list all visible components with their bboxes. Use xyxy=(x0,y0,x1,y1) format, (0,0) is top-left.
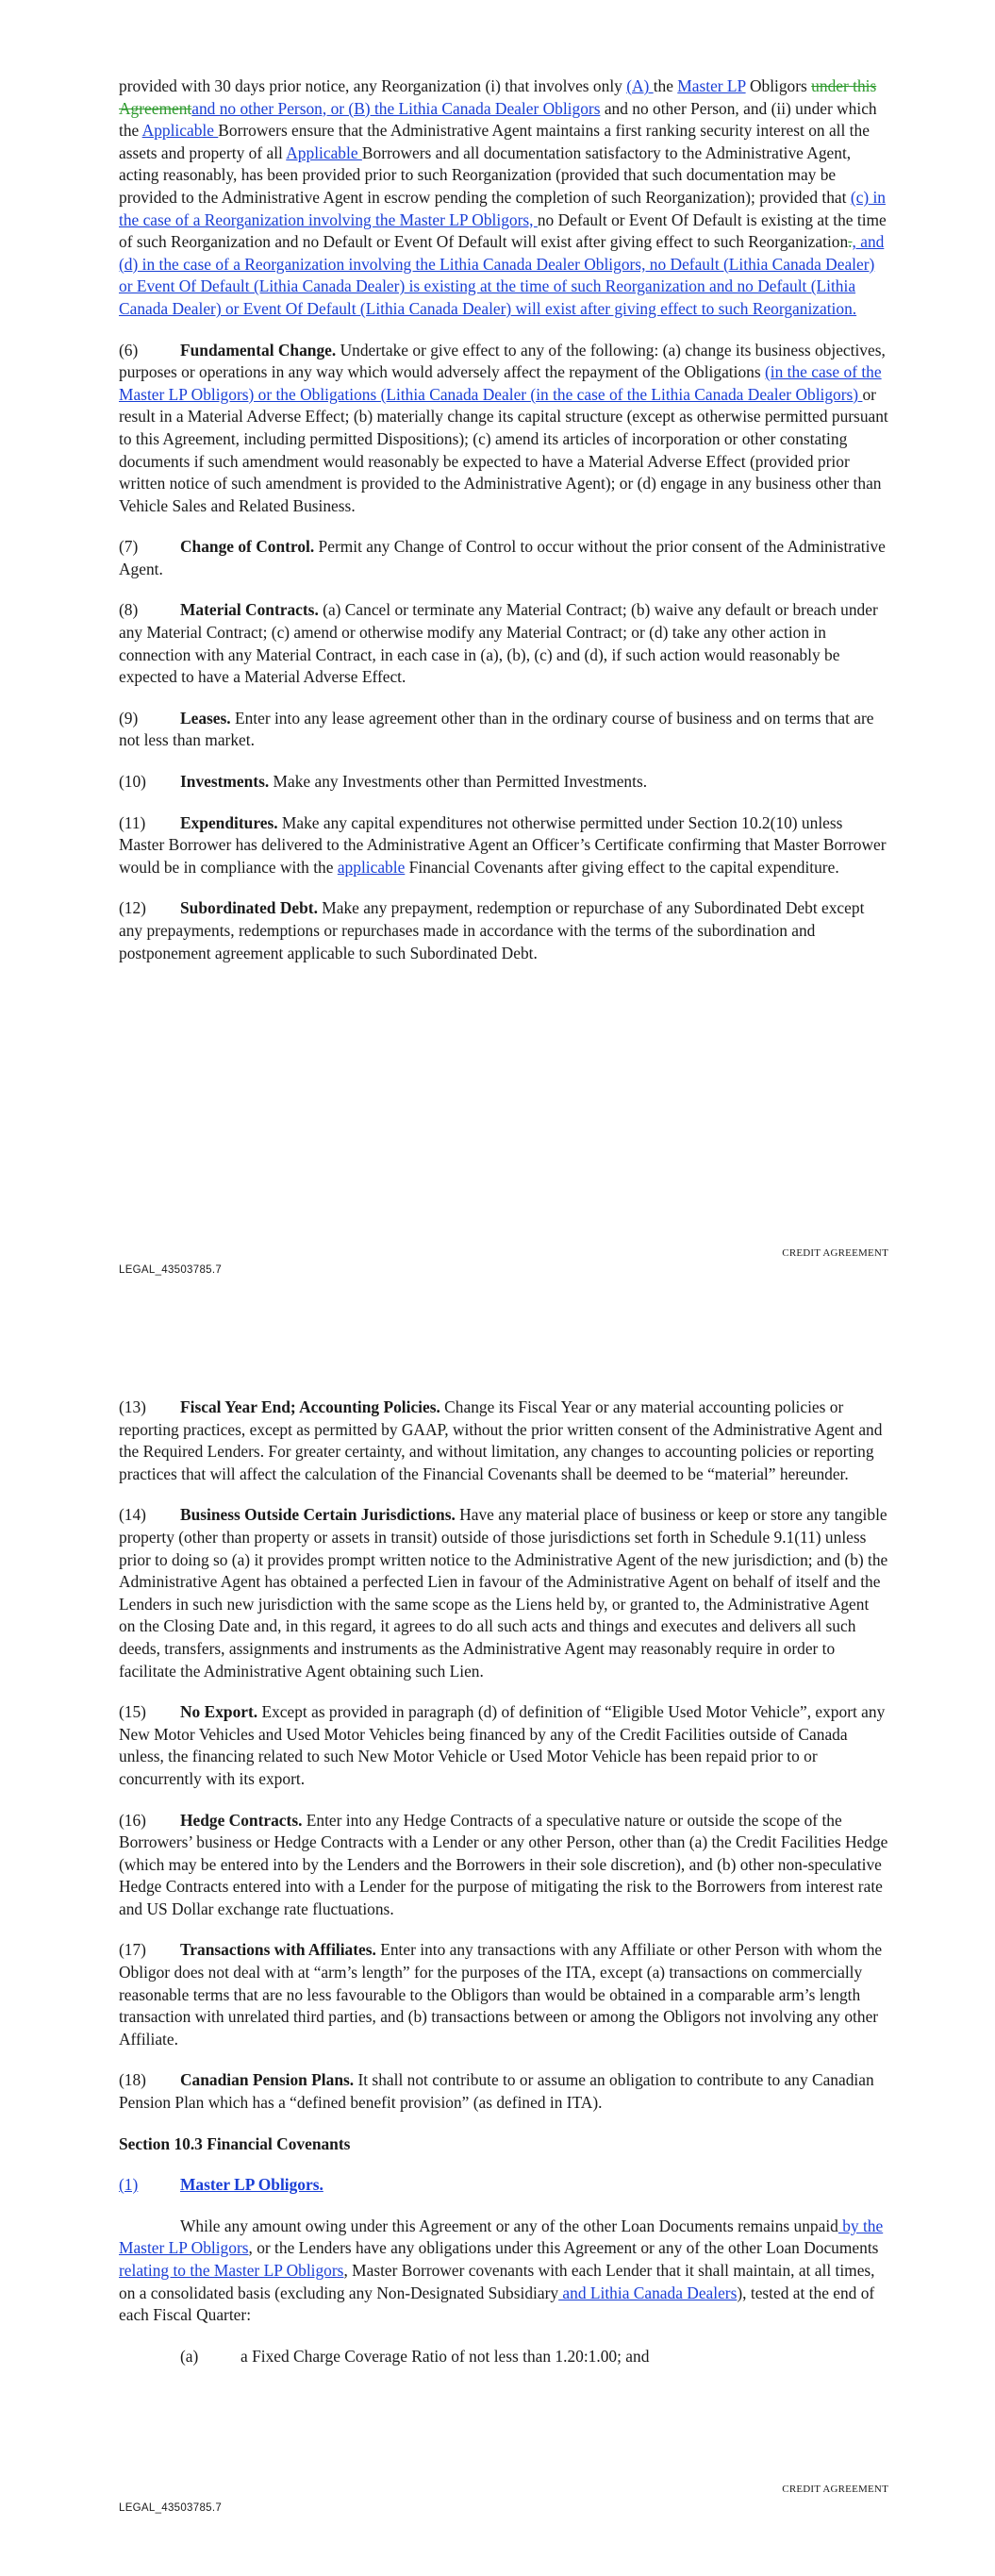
covenant-paragraph xyxy=(119,2216,888,2327)
clause-title: Material Contracts. xyxy=(180,600,319,620)
clause-number: (14) xyxy=(119,1505,146,1525)
text-run: Have any material place of business or keep or store any tangible property (other than property or assets in transit) outside of those jurisdictions set forth in Schedule 9.1(11) unless prior to doing so (a) it provides prompt written notice to the Administrative Agent of the new jurisdiction; and (b) the Administrative Agent has obtained a perfected Lien in favour of the Administrative Agent on behalf of itself and the Lenders in such new jurisdiction with the same scope as the Liens held by, or granted to, the Administrative Agent on the Closing Date and, in this regard, it agrees to do all such acts and things and executes and delivers all such deeds, transfers, assignments and instruments as the Administrative Agent may reasonably require in order to facilitate the Administrative Agent obtaining such Lien. xyxy=(119,1505,888,1681)
text-run: Enter into any transactions with any Affiliate or other Person with whom the Obligor does not deal with at “arm’s length” for the purposes of the ITA, except (a) transactions on commercially reasonable terms that are no less favourable to the Obligors than would be obtained in a comparable arm’s length transaction with unrelated third parties, and (b) transactions between or among the Obligors not involving any other Affiliate. xyxy=(119,1940,883,2049)
subsection-master-lp-obligors xyxy=(119,2174,888,2197)
clause-number: (11) xyxy=(119,812,146,832)
text-run: no Default or Event Of Default is existing at the time of such Reorganization and no Default or Event Of Default will exist after giving effect to such Reorganization xyxy=(119,209,887,252)
inserted-text: Applicable xyxy=(141,121,219,141)
inserted-text: Applicable xyxy=(286,142,362,162)
section-heading: Section 10.3 Financial Covenants xyxy=(119,2133,351,2153)
clause-number: (12) xyxy=(119,898,146,918)
clause-number: (13) xyxy=(119,1397,146,1416)
text-run: , Master Borrower covenants with each Lender that it shall maintain, at all times, on a consolidated basis (excluding any Non-Designated Subsidiary xyxy=(119,2261,875,2302)
clause-no-export xyxy=(119,1701,888,1790)
inserted-text: , and (d) in the case of a Reorganization involving the Lithia Canada Dealer Obligors, no Default (Lithia Canada Dealer) or Event Of Default (Lithia Canada Dealer) is existing at the time of such Reorganization and no Default (Lithia Canada Dealer) or Event Of Default (Lithia Canada Dealer) will exist after giving effect to such Reorganization. xyxy=(119,232,885,318)
clause-expenditures xyxy=(119,812,888,879)
clause-investments xyxy=(119,771,888,794)
deleted-text: under this Agreement xyxy=(119,76,877,118)
text-run: the xyxy=(653,76,678,95)
clause-title: No Export. xyxy=(180,1702,258,1722)
text-run: Financial Covenants after giving effect to the capital expenditure. xyxy=(405,857,839,877)
clause-number: (9) xyxy=(119,708,139,728)
clause-title: Subordinated Debt. xyxy=(180,898,318,918)
clause-material-contracts xyxy=(119,599,888,688)
text-run: provided with 30 days prior notice, any Reorganization (i) that involves only xyxy=(119,76,627,95)
clause-fundamental-change xyxy=(119,340,888,518)
text-run: Make any capital expenditures not otherwise permitted under Section 10.2(10) unless Master Borrower has delivered to the Administrative Agent an Officer’s Certificate confirming that Master Borrower would be in compliance with the xyxy=(119,812,887,877)
inserted-text: applicable xyxy=(337,857,406,877)
clause-title: Hedge Contracts. xyxy=(180,1810,303,1830)
clause-number: (10) xyxy=(119,772,146,792)
text-run: It shall not contribute to or assume an obligation to contribute to any Canadian Pension Plan which has a “defined benefit provision” (as defined in ITA). xyxy=(119,2070,874,2113)
clause-number: (18) xyxy=(119,2070,146,2090)
clause-number: (7) xyxy=(119,537,139,557)
clause-number: (8) xyxy=(119,600,139,620)
covenant-item-a xyxy=(180,2346,888,2368)
clause-canadian-pension-plans xyxy=(119,2069,888,2114)
text-run: , or the Lenders have any obligations under this Agreement or any of the other Loan Documents xyxy=(248,2238,879,2258)
item-text: a Fixed Charge Coverage Ratio of not less than 1.20:1.00; and xyxy=(240,2346,650,2366)
reorganization-paragraph xyxy=(119,75,888,321)
text-run: Change its Fiscal Year or any material accounting policies or reporting practices, except as permitted by GAAP, without the prior written consent of the Administrative Agent and the Required Lenders. For greater certainty, and without limitation, any changes to accounting policies or reporting practices that will affect the calculation of the Financial Covenants shall be deemed to be “material” hereunder. xyxy=(119,1397,883,1483)
page-footer-title: CREDIT AGREEMENT xyxy=(782,1247,888,1259)
clause-transactions-with-affiliates xyxy=(119,1939,888,2050)
clause-title: Fundamental Change. xyxy=(180,340,337,360)
clause-number: (16) xyxy=(119,1810,146,1830)
clause-number: (6) xyxy=(119,340,139,360)
text-run: Enter into any Hedge Contracts of a speculative nature or outside the scope of the Borrowers’ business or Hedge Contracts with a Lender or any other Person, other than (a) the Credit Facilities Hedge (which may be entered into by the Lenders and the Borrowers in their sole discretion), and (b) other non-speculative Hedge Contracts entered into with a Lender for the purpose of mitigating the risk to the Borrowers from interest rate and US Dollar exchange rate fluctuations. xyxy=(119,1810,888,1918)
clause-fiscal-year-end xyxy=(119,1397,888,1485)
text-run: Undertake or give effect to any of the following: (a) change its business objectives, purposes or operations in any way which would adversely affect the repayment of the Obligations xyxy=(119,340,886,382)
item-number: (a) xyxy=(180,2346,199,2366)
clause-change-of-control xyxy=(119,536,888,580)
clause-subordinated-debt xyxy=(119,897,888,964)
clause-title: Business Outside Certain Jurisdictions. xyxy=(180,1505,456,1525)
text-run: Borrowers and all documentation satisfactory to the Administrative Agent, acting reasonably, has been provided prior to such Reorganization (provided that such documentation may be provided to the Administrative Agent in escrow pending the completion of such Reorganization); provided that xyxy=(119,142,852,207)
clause-business-outside-jurisdictions xyxy=(119,1504,888,1682)
inserted-text: and Lithia Canada Dealers xyxy=(558,2283,738,2302)
inserted-text: by the Master LP Obligors xyxy=(119,2216,884,2258)
text-run: Borrowers ensure that the Administrative Agent maintains a first ranking security interest on all the assets and property of all xyxy=(119,121,870,162)
page-footer-title: CREDIT AGREEMENT xyxy=(782,2484,888,2495)
text-run: ), tested at the end of each Fiscal Quarter: xyxy=(119,2283,875,2325)
text-run: Enter into any lease agreement other than in the ordinary course of business and on terms that are not less than market. xyxy=(119,708,874,750)
text-run: Permit any Change of Control to occur without the prior consent of the Administrative Agent. xyxy=(119,537,886,578)
subsection-title: Master LP Obligors. xyxy=(180,2175,323,2195)
text-run: Obligors xyxy=(745,76,812,95)
clause-title: Fiscal Year End; Accounting Policies. xyxy=(180,1397,440,1416)
clause-leases xyxy=(119,708,888,752)
text-run: or result in a Material Adverse Effect; (b) materially change its capital structure (except as otherwise permitted pursuant to this Agreement, including permitted Dispositions); (c) amend its articles of incorporation or other constating documents if such amendment would reasonably be expected to have a Material Adverse Effect (provided prior written notice of such amendment is provided to the Administrative Agent); or (d) engage in any business other than Vehicle Sales and Related Business. xyxy=(119,384,888,515)
text-run: Make any prepayment, redemption or repurchase of any Subordinated Debt except any prepayments, redemptions or repurchases made in accordance with the terms of the subordination and postponement agreement applicable to such Subordinated Debt. xyxy=(119,898,865,962)
page-footer-doc-id: LEGAL_43503785.7 xyxy=(119,1264,223,1276)
inserted-text: (A) xyxy=(626,76,654,95)
inserted-text: and no other Person, or (B) the Lithia Canada Dealer Obligors xyxy=(191,98,601,118)
clause-number: (15) xyxy=(119,1702,146,1722)
deleted-text: . xyxy=(848,232,853,252)
clause-title: Leases. xyxy=(180,708,231,728)
text-run: and no other Person, and (ii) under which the xyxy=(119,98,877,141)
text-run: (a) Cancel or terminate any Material Contract; (b) waive any default or breach under any Material Contract; (c) amend or otherwise modify any Material Contract; or (d) take any other action in connection with any Material Contract, in each case in (a), (b), (c) and (d), if such action would reasonably be expected to have a Material Adverse Effect. xyxy=(119,600,878,687)
clause-title: Expenditures. xyxy=(180,812,278,832)
clause-title: Canadian Pension Plans. xyxy=(180,2070,355,2090)
document-page-2 xyxy=(0,1312,995,2576)
text-run: While any amount owing under this Agreement or any of the other Loan Documents remains unpaid xyxy=(180,2216,838,2235)
clause-title: Investments. xyxy=(180,772,270,792)
inserted-text: relating to the Master LP Obligors xyxy=(119,2261,344,2280)
clause-number: (17) xyxy=(119,1940,146,1960)
text-run: Except as provided in paragraph (d) of definition of “Eligible Used Motor Vehicle”, export any New Motor Vehicles and Used Motor Vehicles being financed by any of the Credit Facilities outside of Canada unless, the financing related to such New Motor Vehicle or Used Motor Vehicle has been repaid prior to or concurrently with its export. xyxy=(119,1702,886,1788)
clause-title: Change of Control. xyxy=(180,537,315,557)
text-run: Make any Investments other than Permitted Investments. xyxy=(269,772,648,792)
inserted-text: (c) in the case of a Reorganization involving the Master LP Obligors, xyxy=(119,187,886,229)
inserted-text: Master LP xyxy=(677,76,746,95)
clause-title: Transactions with Affiliates. xyxy=(180,1940,376,1960)
inserted-text: (in the case of the Master LP Obligors) or the Obligations (Lithia Canada Dealer (in the case of the Lithia Canada Dealer Obligors) xyxy=(119,362,882,404)
subsection-number: (1) xyxy=(119,2175,139,2195)
page-footer-doc-id: LEGAL_43503785.7 xyxy=(119,2502,223,2514)
clause-hedge-contracts xyxy=(119,1810,888,1921)
